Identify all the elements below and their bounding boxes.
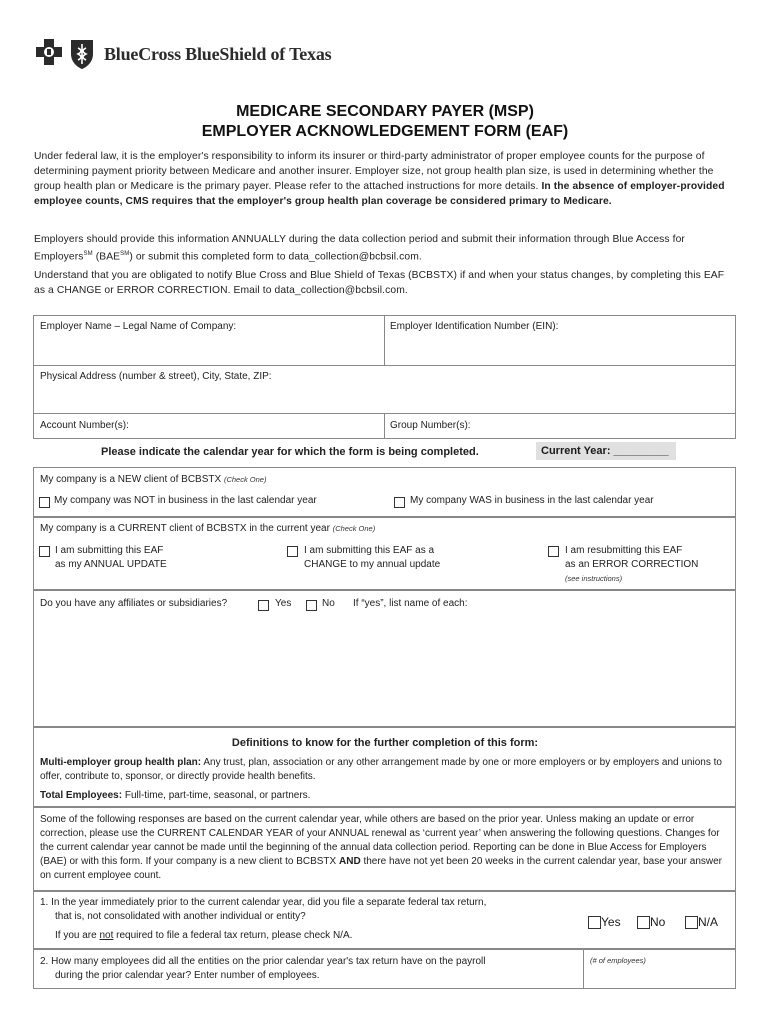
q1-no-option[interactable] <box>637 915 665 929</box>
check-one-note: (Check One) <box>332 524 376 533</box>
blueshield-shield-logo-icon <box>68 37 96 71</box>
see-instructions-note: (see instructions) <box>565 574 623 583</box>
intro-p2-text-b: (BAE <box>92 251 121 263</box>
was-in-business-checkbox[interactable] <box>394 494 405 512</box>
checkbox-icon[interactable] <box>39 497 50 508</box>
notice-text-b: there have not yet been 20 weeks in the current calendar year, base your answer on current employee count. <box>40 856 722 881</box>
checkbox-icon[interactable] <box>548 546 559 557</box>
q1-note-b: required to file a federal tax return, please check N/A. <box>113 930 353 941</box>
year-prompt: Please indicate the calendar year for which the form is being completed. <box>101 446 479 458</box>
annual-update-line2: as my ANNUAL UPDATE <box>55 559 167 570</box>
ein-label: Employer Identification Number (EIN): <box>390 321 559 332</box>
affiliates-no-checkbox[interactable] <box>306 597 317 615</box>
question-2-line1: 2. How many employees did all the entities on the prior calendar year's tax return have on the payroll <box>40 956 486 967</box>
affiliates-list-input[interactable] <box>40 614 730 722</box>
notice-and: AND <box>339 856 361 867</box>
q1-yes-option[interactable] <box>588 915 621 929</box>
annual-update-checkbox[interactable] <box>39 543 50 561</box>
affiliates-list-label: If “yes”, list name of each: <box>353 598 468 609</box>
q1-no-label: No <box>650 915 666 929</box>
intro-p2-text-a: Employers should provide this information ANNUALLY during the data collection period and submit their information through Blue Access for Employers <box>34 234 685 263</box>
error-correction-checkbox[interactable] <box>548 543 559 561</box>
new-client-label <box>40 474 266 485</box>
checkbox-icon[interactable] <box>685 916 698 929</box>
notice-text-a: Some of the following responses are based on the current calendar year, while others are based on the prior year. Unless making an update or error correction, please use the CURRENT CALENDAR YEAR of your ANNUAL renewal as ‘current year’ when answering the following questions. Changes for the current calendar year cannot be made until the beginning of the annual data collection period. Reporting can be done in Blue Access for Employers (BAE) or with this form. If your company is a new client to BCBSTX <box>40 814 720 867</box>
q1-note-a: If you are <box>55 930 100 941</box>
total-employees-definition <box>40 790 730 801</box>
current-year-field[interactable]: Current Year: _________ <box>536 442 676 460</box>
affiliates-no-label: No <box>322 598 335 609</box>
employee-count-hint: (# of employees) <box>590 956 646 965</box>
question-2-line2: during the prior calendar year? Enter number of employees. <box>55 970 320 981</box>
affiliates-question: Do you have any affiliates or subsidiaries? <box>40 598 228 609</box>
q1-yes-label: Yes <box>601 915 621 929</box>
form-title-line1: MEDICARE SECONDARY PAYER (MSP) <box>236 103 534 120</box>
account-number-field[interactable] <box>40 420 380 436</box>
affiliates-yes-checkbox[interactable] <box>258 597 269 615</box>
brand-name: BlueCross BlueShield of Texas <box>104 43 332 64</box>
was-in-business-label: My company WAS in business in the last calendar year <box>410 495 654 506</box>
annual-update-label <box>55 544 167 572</box>
checkbox-icon[interactable] <box>306 600 317 611</box>
question-1-line2: that is, not consolidated with another individual or entity? <box>55 911 306 922</box>
notice-text <box>40 813 732 883</box>
intro-bold-text: In the absence of employer-provided employee counts, CMS requires that the employer's group health plan coverage be considered primary to Medicare. <box>34 181 725 207</box>
meg-label: Multi-employer group health plan: <box>40 757 202 768</box>
form-title-line2: EMPLOYER ACKNOWLEDGEMENT FORM (EAF) <box>201 123 569 140</box>
change-label <box>304 544 440 572</box>
check-one-note: (Check One) <box>223 475 267 484</box>
affiliates-yes-label: Yes <box>275 598 292 609</box>
bluecross-cross-logo-icon <box>34 37 64 71</box>
meg-definition <box>40 756 730 784</box>
q1-na-label: N/A <box>698 915 719 929</box>
current-client-label <box>40 523 375 534</box>
checkbox-icon[interactable] <box>258 600 269 611</box>
question-1-line1: 1. In the year immediately prior to the current calendar year, did you file a separate federal tax return, <box>40 897 487 908</box>
group-number-field[interactable] <box>390 420 730 436</box>
address-label: Physical Address (number & street), City, State, ZIP: <box>40 371 272 382</box>
employer-name-label: Employer Name – Legal Name of Company: <box>40 321 237 332</box>
new-client-text: My company is a NEW client of BCBSTX <box>40 474 222 485</box>
checkbox-icon[interactable] <box>637 916 650 929</box>
intro-p2-text-c: ) or submit this completed form to data_collection@bcbsil.com. <box>129 251 422 263</box>
intro-paragraph-3: Understand that you are obligated to notify Blue Cross and Blue Shield of Texas (BCBSTX) if and when your status changes, by completing this EAF as a CHANGE or ERROR CORRECTION. Email to data_collection@bcbsil.com. <box>34 270 725 296</box>
address-field[interactable] <box>40 371 730 409</box>
total-employees-text: Full-time, part-time, seasonal, or partners. <box>122 790 311 801</box>
not-in-business-label: My company was NOT in business in the last calendar year <box>54 495 317 506</box>
intro-paragraph-2 <box>34 232 734 264</box>
annual-update-line1: I am submitting this EAF <box>55 545 164 556</box>
employee-count-input[interactable] <box>585 950 735 988</box>
service-mark: SM <box>120 251 130 257</box>
q1-na-option[interactable] <box>685 915 718 929</box>
error-correction-label <box>565 544 698 586</box>
service-mark: SM <box>83 251 93 257</box>
change-line1: I am submitting this EAF as a <box>304 545 435 556</box>
q1-note-not: not <box>99 930 114 941</box>
question-1-note <box>55 930 352 941</box>
total-employees-label: Total Employees: <box>40 790 123 801</box>
group-number-label: Group Number(s): <box>390 420 471 431</box>
meg-text: Any trust, plan, association or any other arrangement made by one or more employers or by employers and unions to offer, contribute to, sponsor, or directly provide health benefits. <box>40 757 722 782</box>
definitions-heading: Definitions to know for the further completion of this form: <box>231 737 539 749</box>
resubmit-line1: I am resubmitting this EAF <box>565 545 683 556</box>
brand-header <box>34 34 331 74</box>
account-number-label: Account Number(s): <box>40 420 129 431</box>
checkbox-icon[interactable] <box>39 546 50 557</box>
intro-paragraph-1 <box>34 149 734 209</box>
checkbox-icon[interactable] <box>394 497 405 508</box>
current-client-text: My company is a CURRENT client of BCBSTX in the current year <box>40 523 330 534</box>
not-in-business-checkbox[interactable] <box>39 494 50 512</box>
employer-name-field[interactable] <box>40 321 380 361</box>
change-checkbox[interactable] <box>287 543 298 561</box>
checkbox-icon[interactable] <box>287 546 298 557</box>
checkbox-icon[interactable] <box>588 916 601 929</box>
ein-field[interactable] <box>390 321 730 361</box>
resubmit-line2: as an ERROR CORRECTION <box>565 559 699 570</box>
intro-text: Under federal law, it is the employer's responsibility to inform its insurer or third-party administrator of proper employee counts for the purpose of determining payment priority between Medicare and another insurer. Employer size, not group health plan size, is used in determining whether the group health plan or Medicare is the primary payer. Please refer to the attached instructions for more details. <box>34 151 714 192</box>
change-line2: CHANGE to my annual update <box>304 559 441 570</box>
